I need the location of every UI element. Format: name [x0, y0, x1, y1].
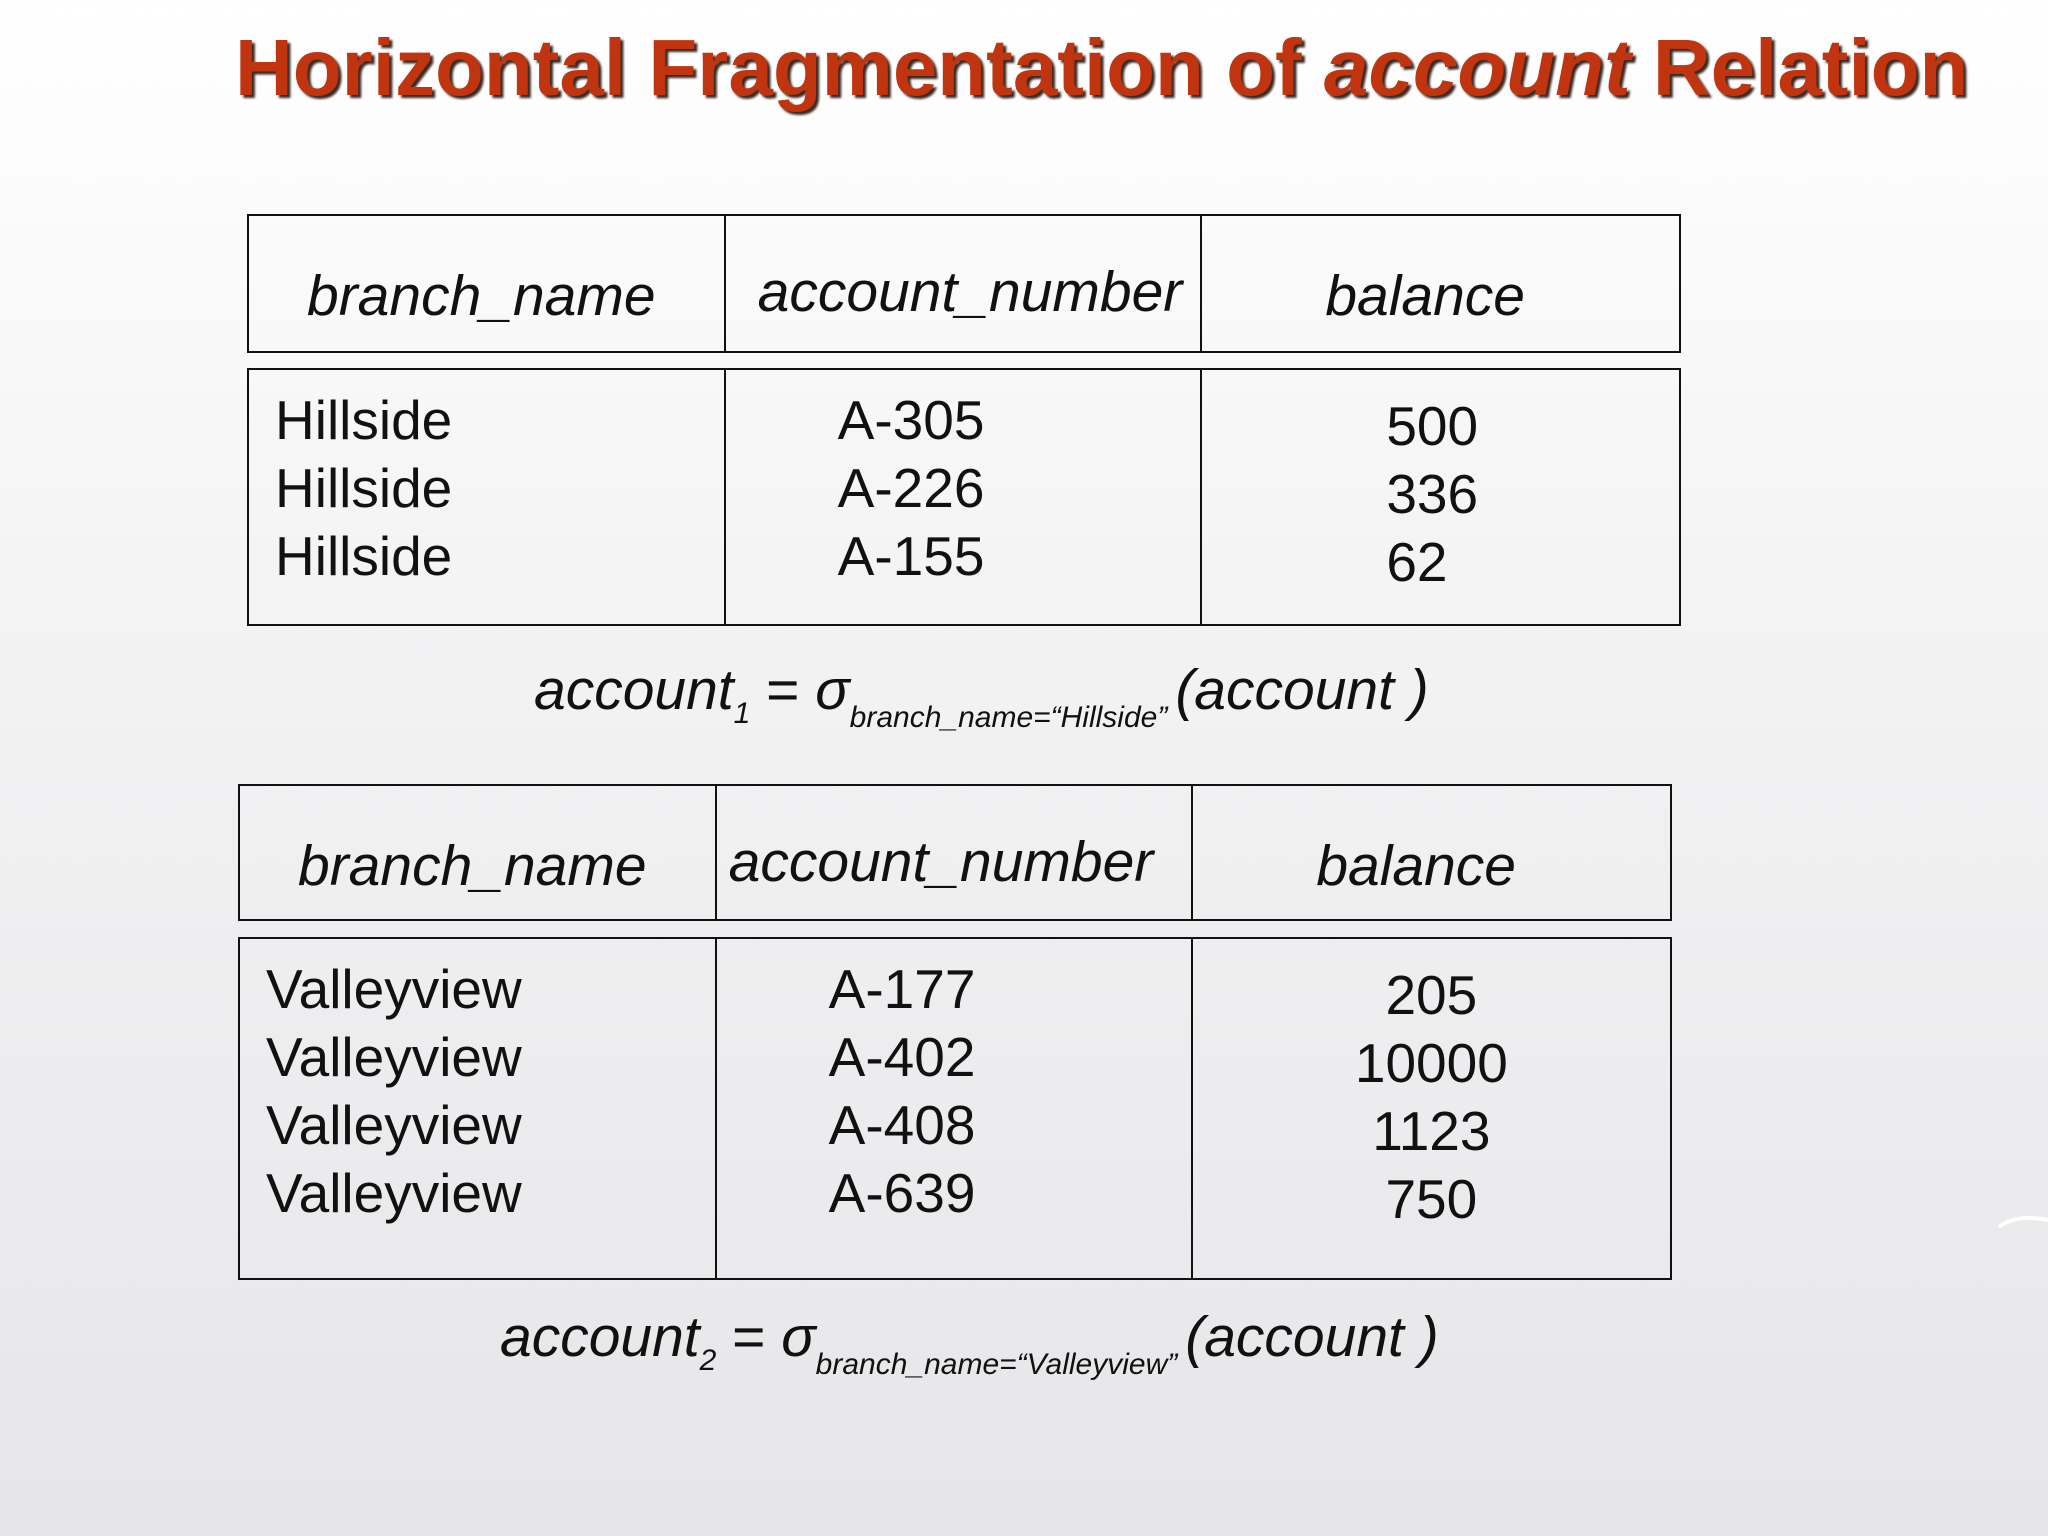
- sigma-symbol: σ: [781, 1305, 816, 1369]
- column-balance: [1202, 370, 1679, 624]
- table-hillside: [247, 214, 1681, 626]
- table-body: [247, 368, 1681, 626]
- table-cell: 1123: [1372, 1100, 1491, 1162]
- title-part1: Horizontal Fragmentation of: [235, 23, 1324, 112]
- table-cell: A-305: [837, 389, 985, 451]
- title-part2: Relation: [1630, 23, 1969, 112]
- table-valleyview: [238, 784, 1672, 1280]
- table-cell: Valleyview: [266, 1026, 522, 1088]
- sigma-symbol: σ: [815, 658, 850, 722]
- table-header: [247, 214, 1681, 353]
- title-italic: account: [1323, 23, 1631, 112]
- table-cell: A-226: [837, 457, 985, 519]
- header-account-number: account_number: [726, 216, 1203, 351]
- table-cell: 62: [1386, 531, 1448, 593]
- column-account-number: [717, 939, 1194, 1278]
- formula-account2: account$_2$ = $\sigma_{branch\_name=“Valleyview”}$ (account ): [500, 1305, 1439, 1381]
- header-branch-name: branch_name: [249, 216, 726, 351]
- table-cell: 750: [1385, 1168, 1478, 1230]
- slide-title: [235, 18, 1969, 118]
- table-cell: Hillside: [275, 525, 453, 587]
- formula-account1: account$_1$ = $\sigma_{branch\_name=“Hillside”}$ (account ): [534, 658, 1429, 734]
- column-balance: [1193, 939, 1670, 1278]
- table-cell: 10000: [1354, 1032, 1508, 1094]
- table-cell: 336: [1386, 463, 1479, 525]
- header-balance: balance: [1316, 834, 1517, 898]
- header-branch-name: branch_name: [240, 786, 717, 919]
- table-cell: 500: [1386, 395, 1479, 457]
- table-cell: 205: [1385, 964, 1478, 1026]
- table-cell: A-408: [828, 1094, 976, 1156]
- table-cell: A-639: [828, 1162, 976, 1224]
- table-cell: Valleyview: [266, 958, 522, 1020]
- decorative-swoosh-icon: [1998, 1212, 2048, 1230]
- table-cell: Hillside: [275, 389, 453, 451]
- table-header: [238, 784, 1672, 921]
- table-cell: A-155: [837, 525, 985, 587]
- table-cell: Hillside: [275, 457, 453, 519]
- table-cell: A-177: [828, 958, 976, 1020]
- table-cell: A-402: [828, 1026, 976, 1088]
- header-balance: balance: [1325, 264, 1526, 328]
- header-account-number: account_number: [717, 786, 1194, 919]
- column-branch-name: [249, 370, 726, 624]
- column-account-number: [726, 370, 1203, 624]
- table-cell: Valleyview: [266, 1094, 522, 1156]
- table-body: [238, 937, 1672, 1280]
- column-branch-name: [240, 939, 717, 1278]
- table-cell: Valleyview: [266, 1162, 522, 1224]
